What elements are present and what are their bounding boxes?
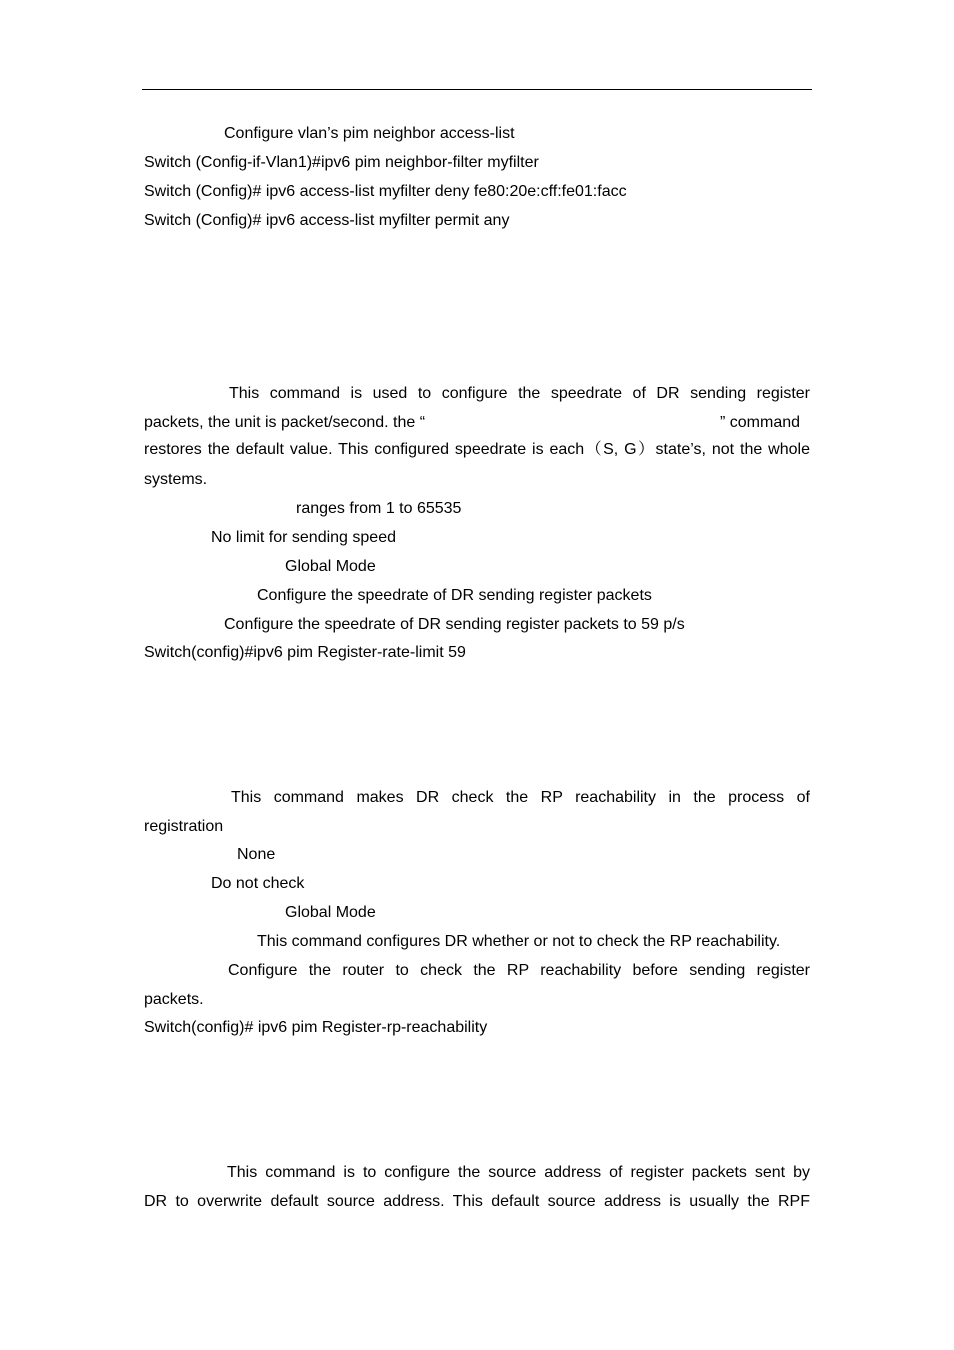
mode-text: Global Mode xyxy=(285,904,376,921)
default-text: No limit for sending speed xyxy=(211,529,396,546)
function-text: registration xyxy=(144,818,224,835)
function-text: This command is used to configure the speedrate of DR sending register xyxy=(229,385,810,402)
example-description: Configure vlan’s pim neighbor access-list xyxy=(224,125,515,142)
example-description: packets. xyxy=(144,991,204,1008)
parameter-text: ranges from 1 to 65535 xyxy=(296,500,462,517)
function-text: ” command xyxy=(720,414,801,431)
function-text: This command is to configure the source address of register packets sent by xyxy=(227,1164,810,1181)
code-line: Switch (Config-if-Vlan1)#ipv6 pim neighbor-filter myfilter xyxy=(144,154,539,171)
header-rule xyxy=(142,89,812,90)
code-line: Switch(config)#ipv6 pim Register-rate-limit 59 xyxy=(144,644,466,661)
example-description: Configure the router to check the RP reachability before sending register xyxy=(228,962,810,979)
code-line: Switch (Config)# ipv6 access-list myfilter deny fe80:20e:cff:fe01:facc xyxy=(144,183,627,200)
code-line: Switch(config)# ipv6 pim Register-rp-reachability xyxy=(144,1019,488,1036)
mode-text: Global Mode xyxy=(285,558,376,575)
function-text: systems. xyxy=(144,471,208,488)
default-text: Do not check xyxy=(211,875,305,892)
usage-text: This command configures DR whether or not to check the RP reachability. xyxy=(257,933,781,950)
function-text: packets, the unit is packet/second. the “ xyxy=(144,414,426,431)
function-text: restores the default value. This configured speedrate is each（S, G）state’s, not the whole xyxy=(144,441,810,458)
function-text: DR to overwrite default source address. This default source address is usually the RPF xyxy=(144,1193,810,1210)
function-text: This command makes DR check the RP reachability in the process of xyxy=(231,789,810,806)
example-description: Configure the speedrate of DR sending register packets to 59 p/s xyxy=(224,616,685,633)
usage-text: Configure the speedrate of DR sending register packets xyxy=(257,587,652,604)
code-line: Switch (Config)# ipv6 access-list myfilter permit any xyxy=(144,212,510,229)
parameter-text: None xyxy=(237,846,276,863)
